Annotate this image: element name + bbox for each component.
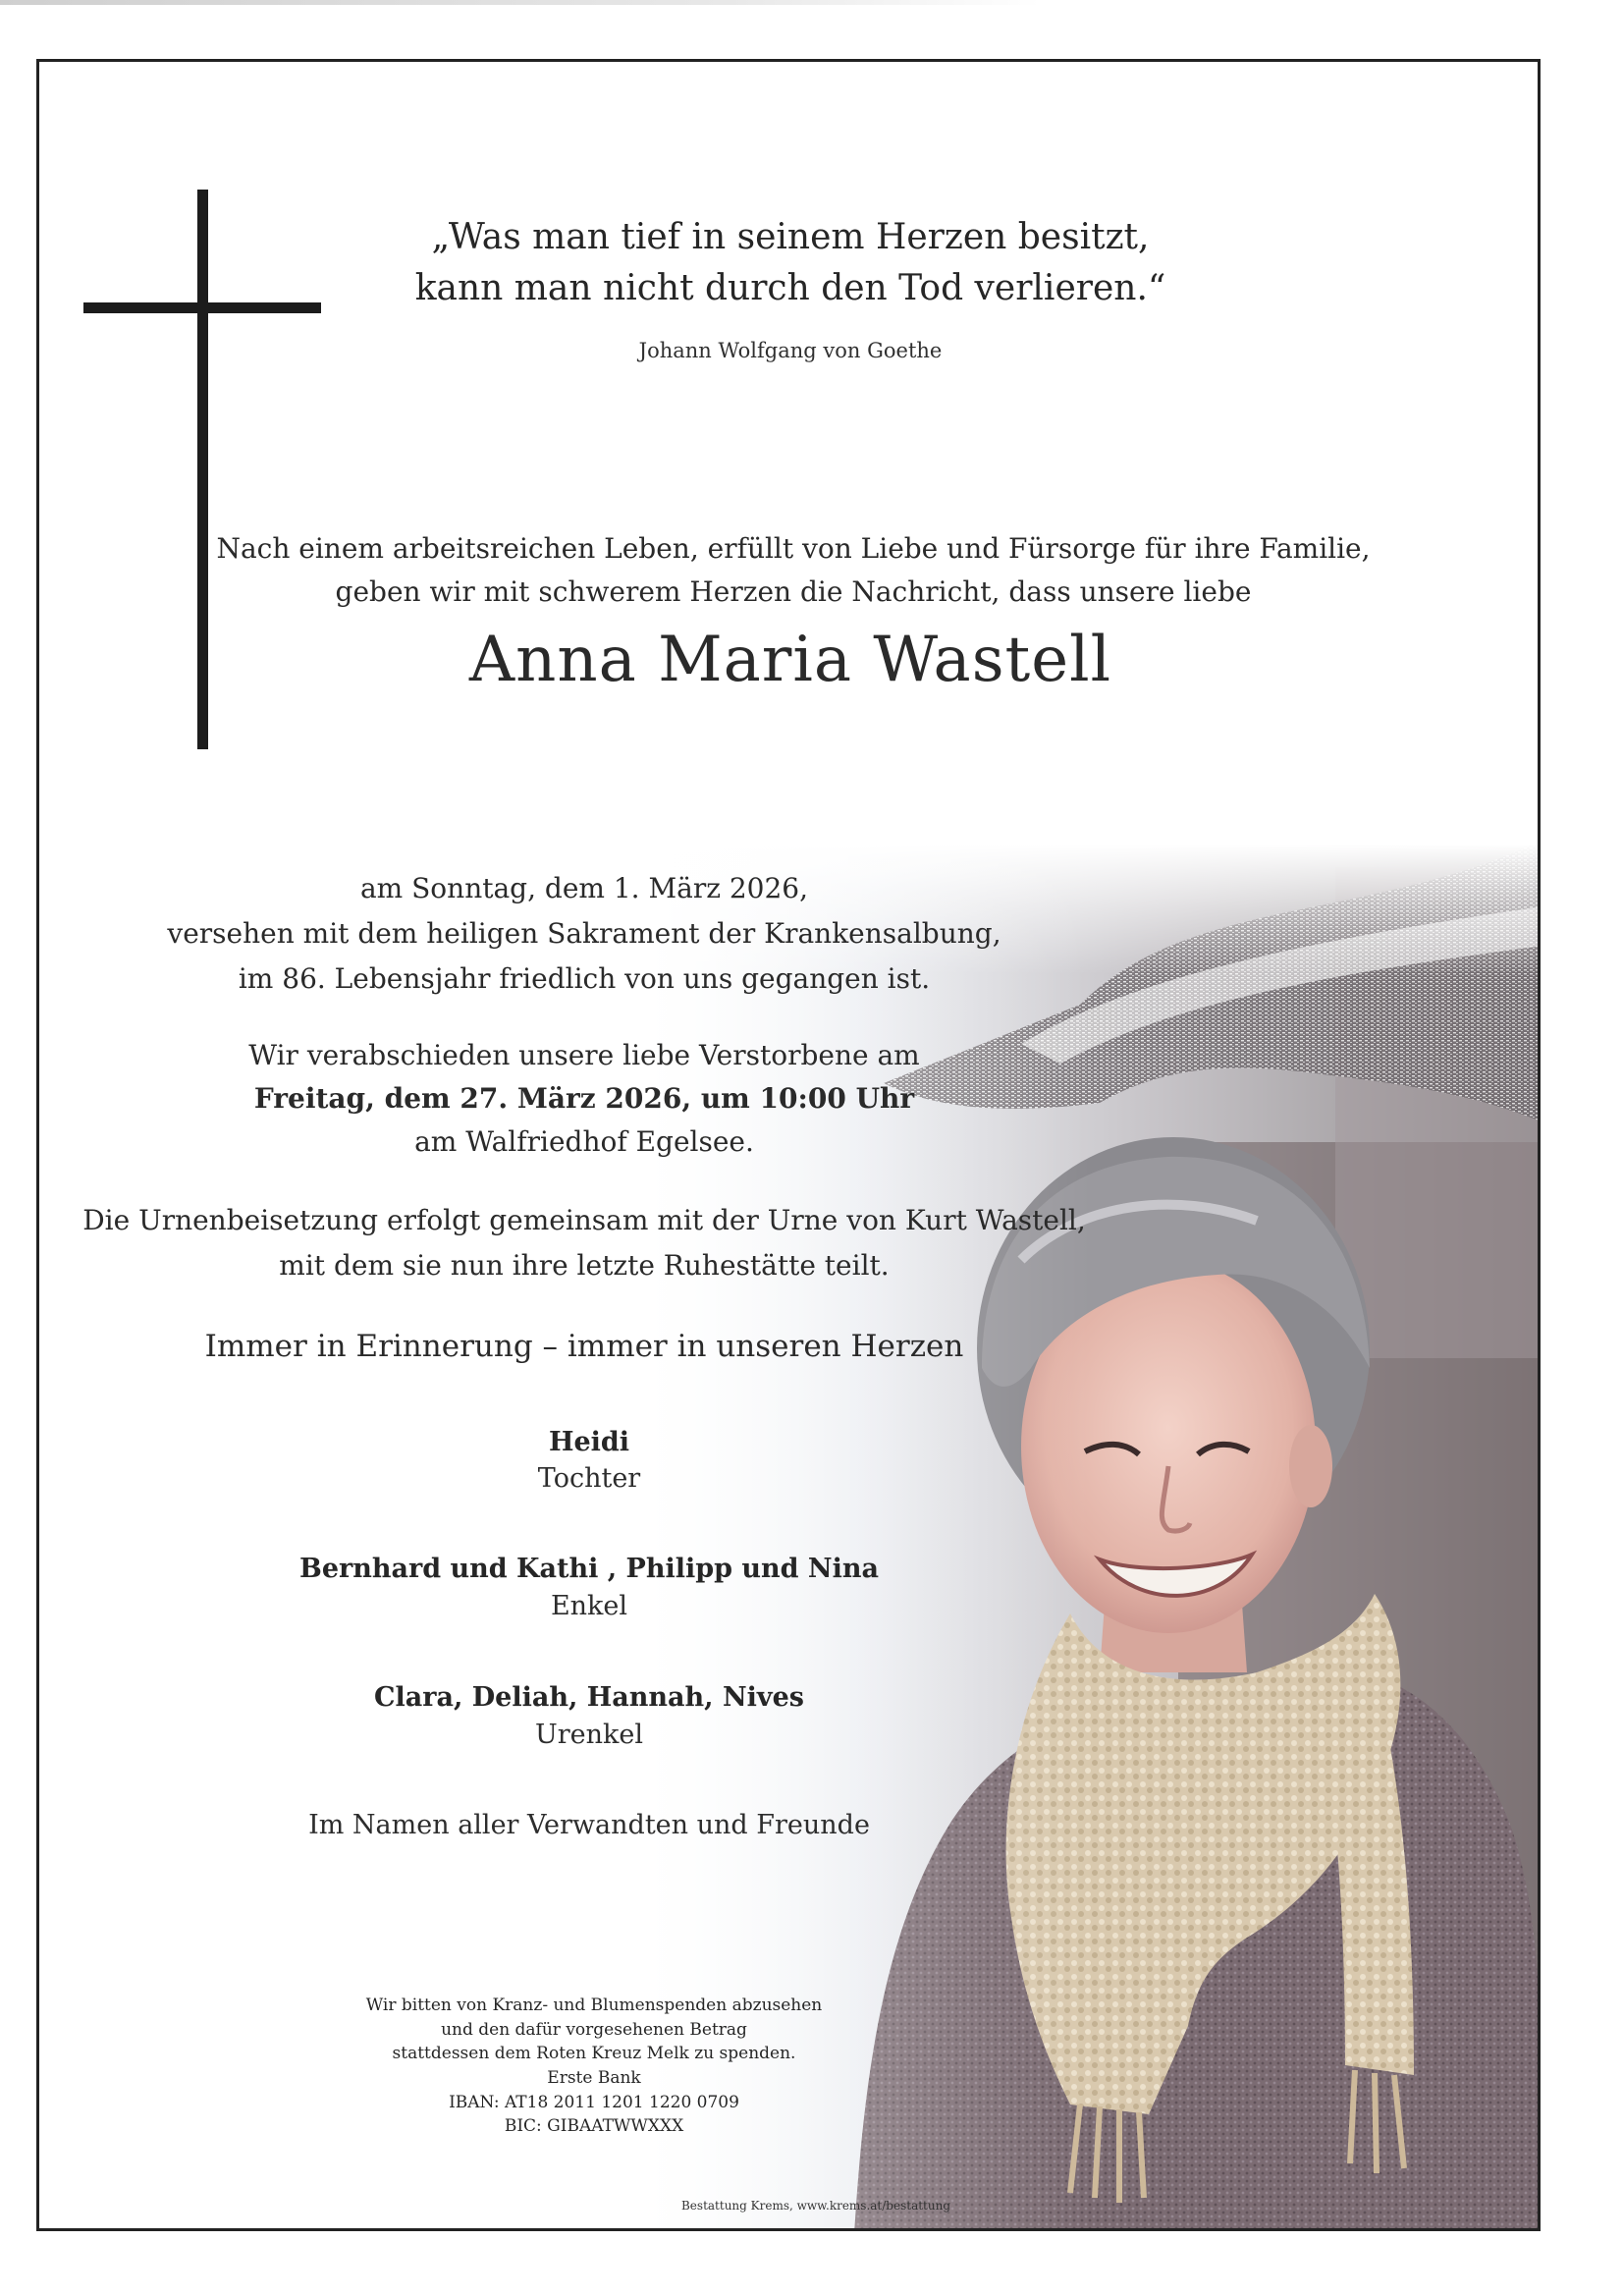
family-relation: Tochter [537,1463,641,1494]
family-names: Heidi [548,1427,630,1457]
quote-line-1: „Was man tief in seinem Herzen besitzt, [431,217,1150,257]
farewell-line-1: Wir verabschieden unsere liebe Verstorbene am [248,1039,920,1071]
donation-line-2: und den dafür vorgesehenen Betrag [441,2020,747,2040]
family-relation: Enkel [550,1591,628,1621]
motto: Immer in Erinnerung – immer in unseren Herzen [204,1329,964,1364]
family-relation: Urenkel [534,1720,644,1750]
death-age: im 86. Lebensjahr friedlich von uns gegangen ist. [238,962,931,995]
deceased-name: Anna Maria Wastell [468,624,1112,696]
death-date: am Sonntag, dem 1. März 2026, [359,872,809,904]
quote-line-2: kann man nicht durch den Tod verlieren.“ [414,268,1166,308]
farewell-place: am Walfriedhof Egelsee. [414,1125,754,1158]
intro-line-1: Nach einem arbeitsreichen Leben, erfüllt von Liebe und Fürsorge für ihre Familie, [216,532,1371,565]
family-names: Bernhard und Kathi , Philipp und Nina [298,1554,880,1584]
donation-bank: Erste Bank [547,2068,641,2088]
latin-cross-icon-bar [83,302,321,313]
donation-line-3: stattdessen dem Roten Kreuz Melk zu spenden. [392,2044,796,2063]
farewell-date: Freitag, dem 27. März 2026, um 10:00 Uhr [253,1082,915,1115]
burial-line-1: Die Urnenbeisetzung erfolgt gemeinsam mit der Urne von Kurt Wastell, [82,1204,1086,1236]
donation-bic: BIC: GIBAATWWXXX [504,2116,684,2136]
donation-line-1: Wir bitten von Kranz- und Blumenspenden abzusehen [365,1995,823,2015]
donation-iban: IBAN: AT18 2011 1201 1220 0709 [449,2093,739,2112]
obituary-card [36,59,1541,2231]
scan-edge [0,0,1041,5]
portrait-photo [39,62,1541,2231]
closing-line: Im Namen aller Verwandten und Freunde [308,1810,870,1840]
latin-cross-icon [197,190,208,749]
family-names: Clara, Deliah, Hannah, Nives [374,1682,804,1713]
death-sacrament: versehen mit dem heiligen Sakrament der Krankensalbung, [167,917,1001,950]
burial-line-2: mit dem sie nun ihre letzte Ruhestätte teilt. [279,1249,890,1282]
funeral-home-credit: Bestattung Krems, www.krems.at/bestattung [680,2199,951,2213]
intro-line-2: geben wir mit schwerem Herzen die Nachricht, dass unsere liebe [335,575,1252,608]
quote-author: Johann Wolfgang von Goethe [638,339,943,362]
